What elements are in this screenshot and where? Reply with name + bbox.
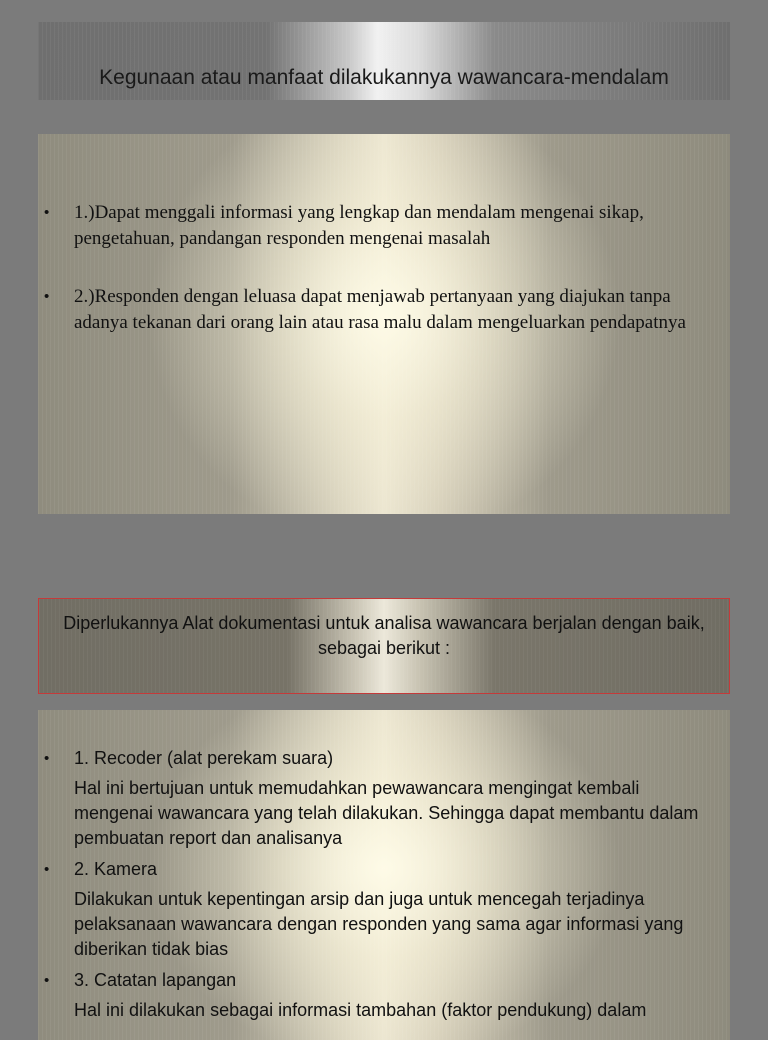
slide-title: Kegunaan atau manfaat dilakukannya wawancara-mendalam	[99, 66, 669, 89]
tool-label: 2. Kamera	[74, 859, 158, 879]
bullet-icon: •	[44, 972, 50, 989]
tool-label: 1. Recoder (alat perekam suara)	[74, 748, 334, 768]
bullet-icon: •	[44, 861, 50, 878]
section-heading-box	[38, 598, 730, 694]
tool-label: 3. Catatan lapangan	[74, 970, 237, 990]
tool-detail: Dilakukan untuk kepentingan arsip dan juga untuk mencegah terjadinya pelaksanaan wawancara dengan responden yang sama agar informasi yang diberikan tidak bias	[74, 889, 684, 959]
benefits-panel	[38, 134, 730, 514]
bullet-icon: •	[44, 288, 50, 305]
tool-detail: Hal ini dilakukan sebagai informasi tambahan (faktor pendukung) dalam	[74, 1000, 647, 1020]
bullet-icon: •	[44, 204, 50, 221]
bullet-icon: •	[44, 750, 50, 767]
list-item-text: 2.)Responden dengan leluasa dapat menjawab pertanyaan yang diajukan tanpa adanya tekanan dari orang lain atau rasa malu dalam mengeluarkan pendapatnya	[74, 286, 686, 333]
section-heading: Diperlukannya Alat dokumentasi untuk analisa wawancara berjalan dengan baik, sebagai berikut :	[63, 613, 705, 658]
list-item-text: 1.)Dapat menggali informasi yang lengkap dan mendalam mengenai sikap, pengetahuan, pandangan responden mengenai masalah	[74, 202, 644, 249]
title-panel	[38, 22, 730, 100]
tool-detail: Hal ini bertujuan untuk memudahkan pewawancara mengingat kembali mengenai wawancara yang telah dilakukan. Sehingga dapat membantu dalam pembuatan report dan analisanya	[74, 778, 699, 848]
tools-panel	[38, 710, 730, 1040]
